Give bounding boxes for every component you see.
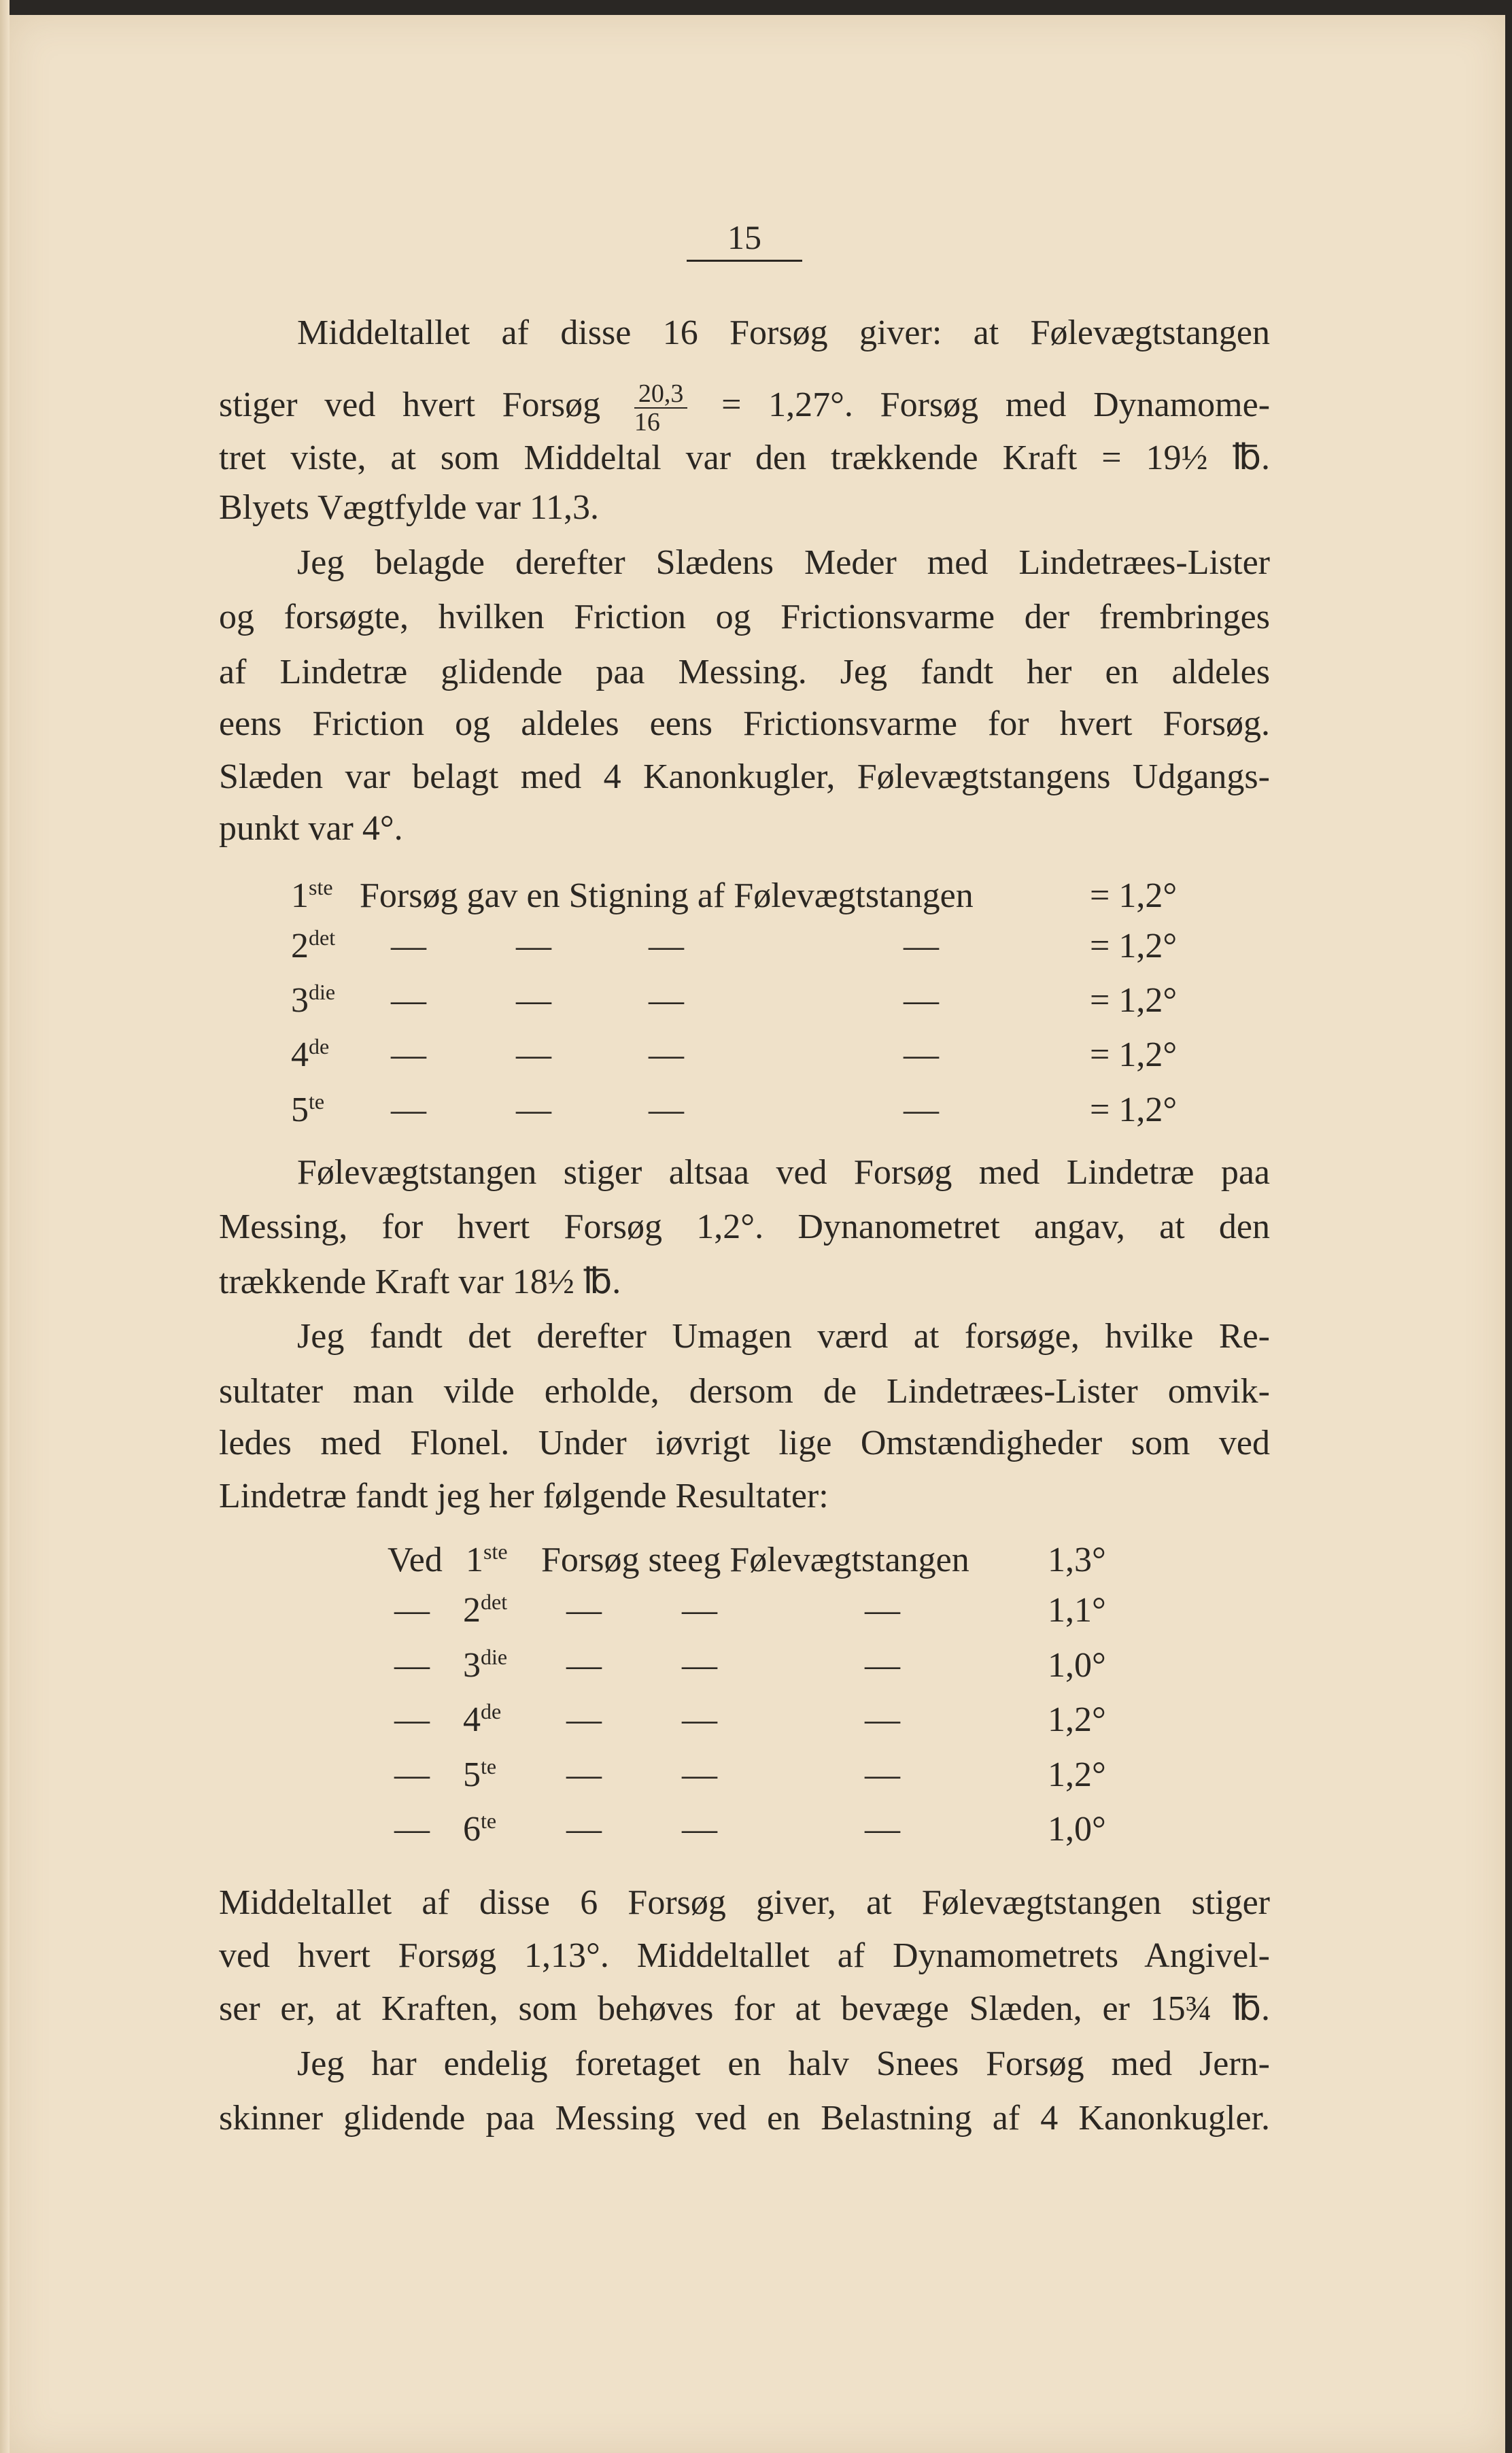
paragraph-line: Jeg har endelig foretaget en halv Snees Forsøg med Jern-	[297, 2044, 1270, 2083]
ditto-dash: —	[394, 1591, 430, 1630]
ditto-dash: —	[516, 981, 551, 1020]
ditto-dash: —	[865, 1591, 900, 1630]
paragraph-line: ledes med Flonel. Under iøvrigt lige Omstændigheder som ved	[219, 1424, 1270, 1462]
ditto-dash: —	[904, 1091, 939, 1129]
ditto-dash: —	[904, 1035, 939, 1074]
ordinal-number: 2	[291, 927, 309, 965]
row-value: 1,0°	[1048, 1646, 1106, 1685]
ordinal	[463, 1755, 496, 1796]
ditto-dash: —	[649, 1035, 684, 1074]
ditto-dash: —	[566, 1591, 602, 1630]
ditto-dash: —	[904, 927, 939, 965]
row-value: = 1,2°	[1090, 1091, 1178, 1129]
ditto-dash: —	[865, 1810, 900, 1849]
text: stiger ved hvert Forsøg	[219, 385, 601, 424]
ordinal	[291, 1035, 329, 1076]
ordinal	[463, 1809, 496, 1850]
ditto-dash: —	[682, 1591, 717, 1630]
paragraph-line: sultater man vilde erholde, dersom de Lindetræes-Lister omvik-	[219, 1372, 1270, 1411]
paragraph-line: Slæden var belagt med 4 Kanonkugler, Følevægtstangens Udgangs-	[219, 757, 1270, 796]
ordinal-suffix: det	[309, 925, 336, 950]
row-value: = 1,2°	[1090, 927, 1178, 965]
ordinal-number: 5	[463, 1755, 481, 1794]
paragraph-line: Jeg fandt det derefter Umagen værd at forsøge, hvilke Re-	[297, 1317, 1270, 1356]
ditto-dash: —	[391, 981, 426, 1020]
paragraph-line: Messing, for hvert Forsøg 1,2°. Dynanometret angav, at den	[219, 1207, 1270, 1246]
ditto-dash: —	[865, 1700, 900, 1739]
ditto-dash: —	[649, 1091, 684, 1129]
ordinal-number: 1	[466, 1541, 483, 1579]
ditto-dash: —	[391, 1091, 426, 1129]
ditto-dash: —	[566, 1646, 602, 1685]
paragraph-line: Lindetræ fandt jeg her følgende Resultater:	[219, 1477, 829, 1515]
ditto-dash: —	[649, 927, 684, 965]
ordinal	[463, 1645, 507, 1686]
fraction-denominator: 16	[634, 408, 660, 436]
ditto-dash: —	[394, 1810, 430, 1849]
fraction-numerator: 20,3	[634, 380, 688, 409]
ditto-dash: —	[865, 1646, 900, 1685]
ordinal-suffix: de	[309, 1034, 330, 1059]
ordinal	[463, 1700, 501, 1740]
ditto-dash: —	[516, 1035, 551, 1074]
ordinal-number: 6	[463, 1810, 481, 1849]
ordinal-suffix: te	[309, 1089, 325, 1114]
paragraph-line: Middeltallet af disse 16 Forsøg giver: at Følevægtstangen	[297, 313, 1270, 352]
ordinal-number: 3	[291, 981, 309, 1020]
ordinal	[466, 1540, 508, 1581]
paragraph-line: eens Friction og aldeles eens Frictionsvarme for hvert Forsøg.	[219, 704, 1270, 743]
row-text: Forsøg gav en Stigning af Følevægtstangen	[360, 876, 974, 915]
row-value: = 1,2°	[1090, 1035, 1178, 1074]
paragraph-line: ved hvert Forsøg 1,13°. Middeltallet af Dynamometrets Angivel-	[219, 1936, 1270, 1975]
paragraph-line: trækkende Kraft var 18½ ℔.	[219, 1263, 621, 1301]
ditto-dash: —	[394, 1646, 430, 1685]
ordinal-suffix: te	[481, 1754, 497, 1779]
page-number: 15	[687, 218, 802, 262]
ordinal	[291, 876, 333, 916]
row-value: = 1,2°	[1090, 876, 1178, 915]
ordinal	[291, 1090, 324, 1131]
ditto-dash: —	[682, 1700, 717, 1739]
ordinal-suffix: te	[481, 1808, 497, 1833]
paragraph-line: og forsøgte, hvilken Friction og Frictionsvarme der frembringes	[219, 598, 1270, 636]
ordinal-suffix: de	[481, 1699, 502, 1723]
ditto-dash: —	[566, 1755, 602, 1794]
ditto-dash: —	[649, 981, 684, 1020]
page-edge	[0, 0, 10, 2453]
paragraph-line: ser er, at Kraften, som behøves for at bevæge Slæden, er 15¾ ℔.	[219, 1989, 1270, 2028]
ditto-dash: —	[865, 1755, 900, 1794]
ditto-dash: —	[394, 1755, 430, 1794]
ditto-dash: —	[391, 927, 426, 965]
row-value: = 1,2°	[1090, 981, 1178, 1020]
row-prefix: Ved	[388, 1541, 443, 1579]
ordinal-suffix: die	[309, 980, 336, 1004]
ordinal-number: 3	[463, 1646, 481, 1685]
row-text: Forsøg steeg Følevægtstangen	[541, 1541, 969, 1579]
ditto-dash: —	[682, 1810, 717, 1849]
row-value: 1,1°	[1048, 1591, 1106, 1630]
paragraph-line: Middeltallet af disse 6 Forsøg giver, at Følevægtstangen stiger	[219, 1883, 1270, 1922]
ordinal-suffix: det	[481, 1590, 508, 1614]
paragraph-line: af Lindetræ glidende paa Messing. Jeg fandt her en aldeles	[219, 653, 1270, 691]
paragraph-line: punkt var 4°.	[219, 809, 403, 848]
ditto-dash: —	[566, 1700, 602, 1739]
ordinal	[291, 926, 335, 967]
ditto-dash: —	[516, 1091, 551, 1129]
ordinal-suffix: ste	[483, 1539, 508, 1564]
ditto-dash: —	[516, 927, 551, 965]
paragraph-line: tret viste, at som Middeltal var den trækkende Kraft = 19½ ℔.	[219, 439, 1270, 477]
row-value: 1,2°	[1048, 1700, 1106, 1739]
ditto-dash: —	[391, 1035, 426, 1074]
ditto-dash: —	[394, 1700, 430, 1739]
ordinal-number: 4	[463, 1700, 481, 1739]
row-value: 1,3°	[1048, 1541, 1106, 1579]
paragraph-line: skinner glidende paa Messing ved en Belastning af 4 Kanonkugler.	[219, 2099, 1270, 2138]
row-value: 1,0°	[1048, 1810, 1106, 1849]
paragraph-line: Følevægtstangen stiger altsaa ved Forsøg med Lindetræ paa	[297, 1153, 1270, 1192]
ordinal	[291, 980, 335, 1021]
ditto-dash: —	[566, 1810, 602, 1849]
ordinal-number: 1	[291, 876, 309, 915]
ordinal-number: 4	[291, 1035, 309, 1074]
paragraph-line-with-fraction	[219, 380, 1270, 436]
ditto-dash: —	[904, 981, 939, 1020]
ordinal-number: 5	[291, 1091, 309, 1129]
row-value: 1,2°	[1048, 1755, 1106, 1794]
text: = 1,27°. Forsøg med Dynamome-	[721, 385, 1271, 424]
paragraph-line: Jeg belagde derefter Slædens Meder med Lindetræes-Lister	[297, 543, 1270, 582]
fraction	[634, 380, 688, 436]
ditto-dash: —	[682, 1755, 717, 1794]
ordinal-suffix: ste	[309, 875, 333, 899]
ditto-dash: —	[682, 1646, 717, 1685]
ordinal-suffix: die	[481, 1645, 508, 1669]
ordinal-number: 2	[463, 1591, 481, 1630]
ordinal	[463, 1590, 507, 1631]
paragraph-line: Blyets Vægtfylde var 11,3.	[219, 488, 599, 527]
